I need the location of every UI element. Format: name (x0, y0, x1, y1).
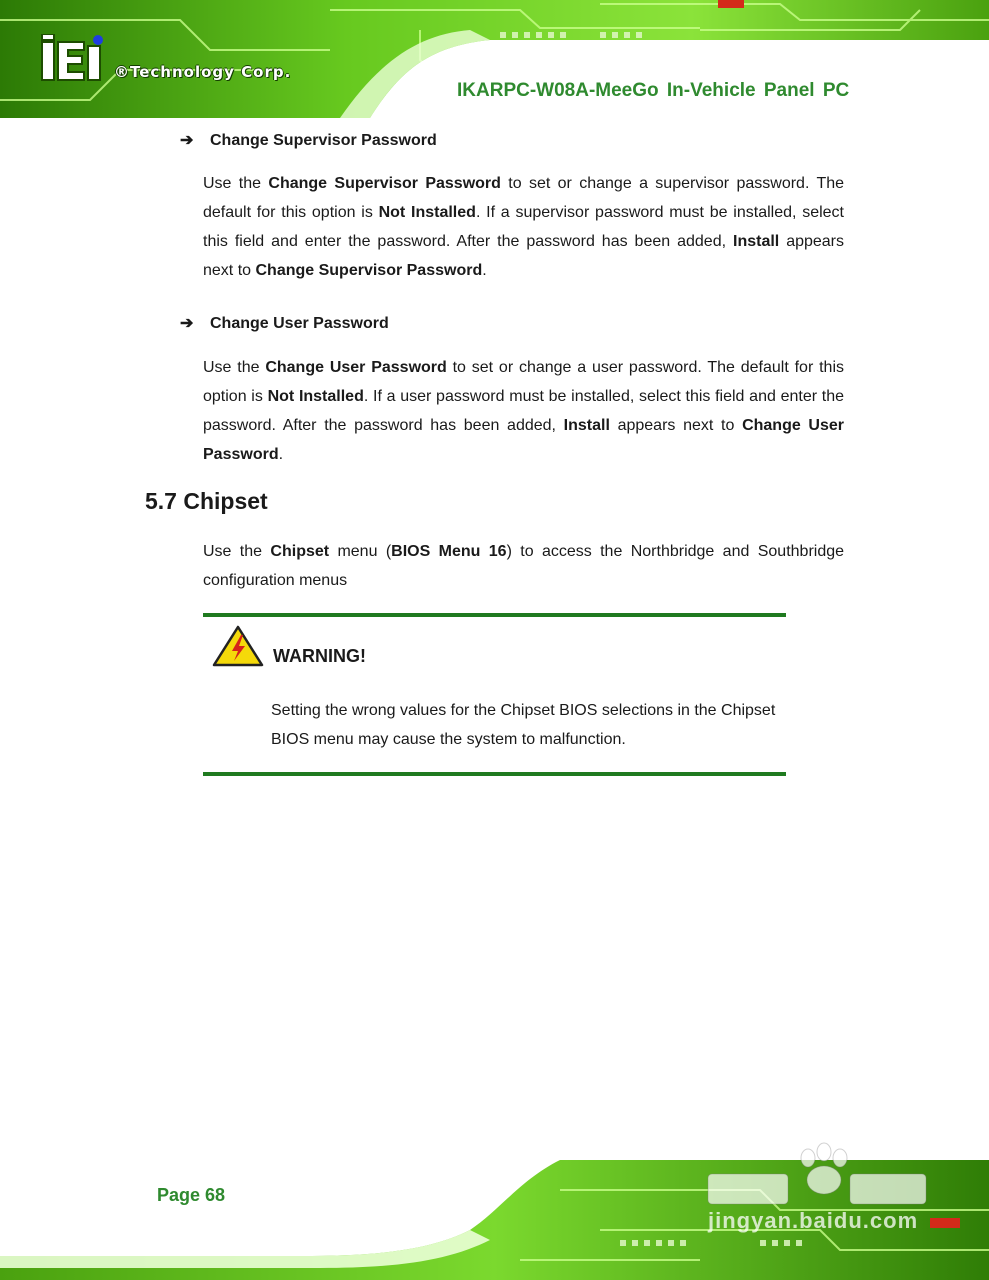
page-number: Page 68 (157, 1185, 226, 1205)
bullet-heading-text: Change User Password (210, 315, 389, 332)
watermark-url: jingyan.baidu.com (708, 1208, 919, 1233)
bullet-heading-text: Change Supervisor Password (210, 132, 437, 149)
page-header (0, 0, 989, 118)
iei-logo-icon (40, 34, 112, 84)
document-title: IKARPC-W08A-MeeGo In-Vehicle Panel PC (457, 80, 850, 101)
bullet-heading-user (180, 313, 389, 333)
logo-wordmark: ®Technology Corp. (114, 63, 292, 81)
warning-top-rule (203, 613, 786, 617)
arrow-right-icon: ➔ (180, 315, 194, 332)
paragraph-supervisor: Use the Change Supervisor Password to set or change a supervisor password. The default for this option is Not Installed. If a supervisor password must be installed, select this field and enter the password. After the password has been added, Install appears next to Change Supervisor Password. (203, 175, 845, 279)
warning-bottom-rule (203, 772, 786, 776)
paragraph-chipset: Use the Chipset menu (BIOS Menu 16) to access the Northbridge and Southbridge configuration menus (203, 543, 845, 589)
warning-title: WARNING! (273, 646, 366, 666)
section-heading-chipset: 5.7 Chipset (145, 488, 268, 514)
arrow-right-icon: ➔ (180, 132, 194, 149)
paragraph-user: Use the Change User Password to set or change a user password. The default for this option is Not Installed. If a user password must be installed, select this field and enter the password. After the password has been added, Install appears next to Change User Password. (203, 359, 844, 463)
warning-icon (212, 625, 264, 667)
warning-body: Setting the wrong values for the Chipset BIOS selections in the Chipset BIOS menu may cause the system to malfunction. (271, 702, 776, 748)
bullet-heading-supervisor (180, 130, 437, 150)
